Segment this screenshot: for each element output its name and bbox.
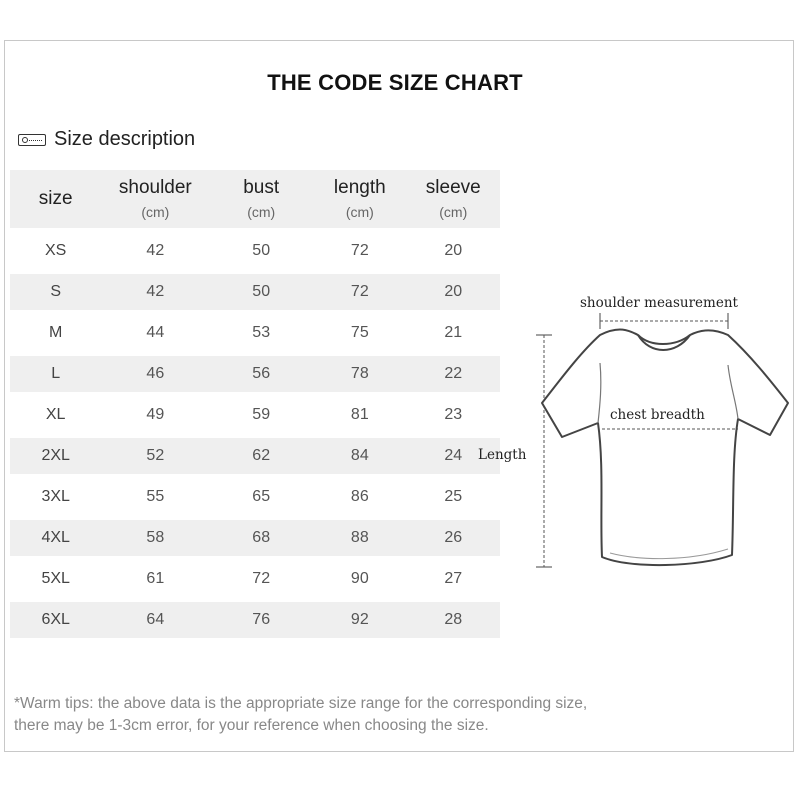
value-cell: 76 <box>209 602 313 638</box>
size-cell: S <box>10 274 101 310</box>
table-row <box>10 356 500 392</box>
header-length <box>313 170 406 228</box>
table-row <box>10 602 500 638</box>
size-cell: 3XL <box>41 488 70 505</box>
ruler-icon <box>18 134 46 146</box>
header-unit: (cm) <box>247 204 276 220</box>
value-cell: 81 <box>350 406 369 423</box>
header-shoulder <box>101 170 209 228</box>
size-cell: L <box>10 356 101 392</box>
header-sleeve <box>407 170 500 228</box>
value-cell: 21 <box>444 324 463 341</box>
section-title: Size description <box>54 128 196 150</box>
table-row <box>10 397 500 433</box>
tips-line-1: *Warm tips: the above data is the appropriate size range for the corresponding size, <box>14 695 588 712</box>
warm-tips <box>14 693 694 737</box>
table-row <box>10 438 500 474</box>
value-cell: 46 <box>101 356 209 392</box>
value-cell: 61 <box>146 570 165 587</box>
header-label: sleeve <box>425 177 481 199</box>
value-cell: 50 <box>252 242 271 259</box>
value-cell: 68 <box>209 520 313 556</box>
page-title: THE CODE SIZE CHART <box>267 70 523 95</box>
tshirt-diagram <box>470 285 790 600</box>
value-cell: 90 <box>350 570 369 587</box>
value-cell: 88 <box>313 520 406 556</box>
size-cell: M <box>49 324 63 341</box>
size-cell: XL <box>45 406 66 423</box>
size-cell: XS <box>45 242 67 259</box>
value-cell: 64 <box>101 602 209 638</box>
table-row <box>10 561 500 597</box>
header-unit: (cm) <box>141 204 170 220</box>
value-cell: 20 <box>407 274 500 310</box>
table-row <box>10 315 500 351</box>
length-label: Length <box>478 447 527 463</box>
value-cell: 75 <box>350 324 369 341</box>
value-cell: 20 <box>444 242 463 259</box>
size-table <box>10 165 500 643</box>
table-header-row <box>10 170 500 228</box>
value-cell: 27 <box>444 570 463 587</box>
header-bust <box>209 170 313 228</box>
value-cell: 23 <box>444 406 463 423</box>
value-cell: 78 <box>313 356 406 392</box>
header-label: shoulder <box>118 177 192 199</box>
value-cell: 72 <box>313 274 406 310</box>
table-row <box>10 274 500 310</box>
value-cell: 59 <box>252 406 271 423</box>
value-cell: 44 <box>146 324 165 341</box>
shoulder-measurement-label: shoulder measurement <box>580 295 738 311</box>
size-cell: 5XL <box>41 570 70 587</box>
value-cell: 58 <box>101 520 209 556</box>
value-cell: 84 <box>313 438 406 474</box>
header-unit: (cm) <box>345 204 374 220</box>
header-label: length <box>333 177 386 199</box>
tshirt-svg <box>470 285 790 595</box>
value-cell: 86 <box>350 488 369 505</box>
value-cell: 50 <box>209 274 313 310</box>
section-header <box>18 128 195 151</box>
value-cell: 72 <box>350 242 369 259</box>
chest-breadth-label: chest breadth <box>610 407 705 423</box>
header-label: size <box>38 187 73 209</box>
size-cell: 4XL <box>10 520 101 556</box>
value-cell: 49 <box>146 406 165 423</box>
value-cell: 52 <box>101 438 209 474</box>
size-cell: 2XL <box>10 438 101 474</box>
value-cell: 72 <box>252 570 271 587</box>
tshirt-outline <box>542 330 788 566</box>
value-cell: 28 <box>407 602 500 638</box>
table-row <box>10 520 500 556</box>
table-row <box>10 479 500 515</box>
table-row <box>10 233 500 269</box>
value-cell: 53 <box>252 324 271 341</box>
value-cell: 65 <box>252 488 271 505</box>
value-cell: 25 <box>444 488 463 505</box>
value-cell: 22 <box>407 356 500 392</box>
header-unit: (cm) <box>439 204 468 220</box>
tips-line-2: there may be 1-3cm error, for your reference when choosing the size. <box>14 717 489 734</box>
value-cell: 92 <box>313 602 406 638</box>
value-cell: 24 <box>407 438 500 474</box>
header-label: bust <box>243 177 280 199</box>
header-size <box>10 170 101 228</box>
value-cell: 42 <box>146 242 165 259</box>
size-cell: 6XL <box>10 602 101 638</box>
value-cell: 56 <box>209 356 313 392</box>
value-cell: 42 <box>101 274 209 310</box>
value-cell: 62 <box>209 438 313 474</box>
value-cell: 55 <box>146 488 165 505</box>
table-body <box>10 233 500 638</box>
value-cell: 26 <box>407 520 500 556</box>
